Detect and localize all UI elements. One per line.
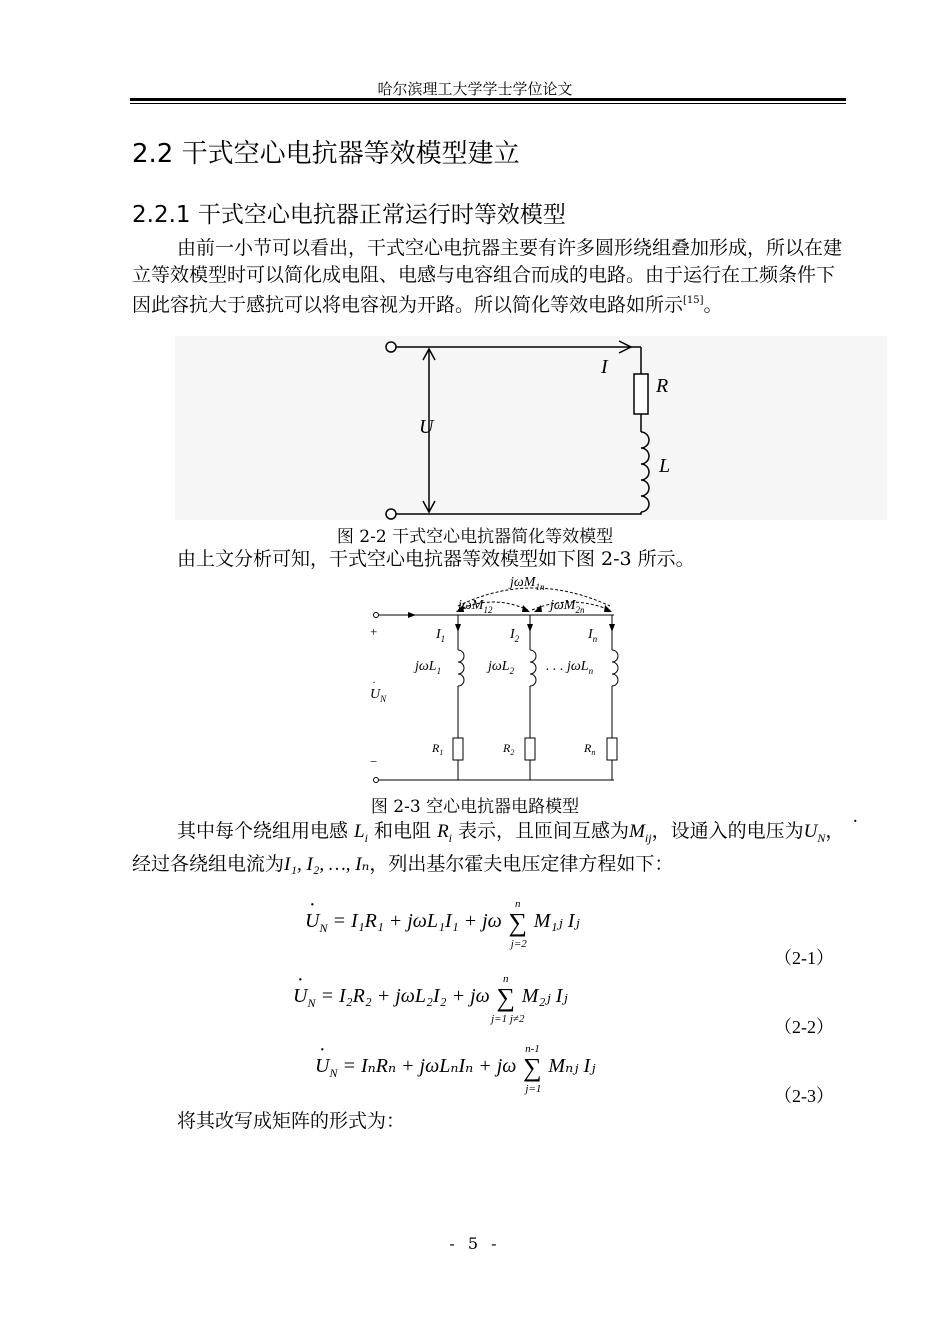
label-rn: $R_n$ [584,741,596,757]
label-current: I [601,356,608,378]
label-plus: + [370,624,378,639]
subsection-title: 2.2.1 干式空心电抗器正常运行时等效模型 [132,202,566,228]
label-m1n: jωM$_{1n}$ [510,575,545,592]
figure-background [175,336,887,520]
paragraph-kvl: 其中每个绕组用电感 $L_i$ 和电阻 $R_i$ 表示，且匝间互感为$M_{ij}$，设通入的电压为 · $U_N$，经过各绕组电流为I₁, I₂, …, Iₙ，列出基尔霍夫电压定律方程如下： [132,811,858,876]
label-minus: − [370,754,378,769]
label-r2: $R_2$ [503,741,515,757]
branch1-inductor [458,650,464,686]
equation-2-2: · $U_N = I_2R_2 + j\omega L_2I_2 + j\omega$ ∑ n j=1 j≠2 M₂ⱼ Iⱼ [293,969,568,1025]
label-voltage: U [419,416,434,438]
arc-arrow-3 [534,605,542,612]
terminal-plus [374,613,379,618]
equation-2-3: · $U_N = I_nR_n + j\omega L_nI_n + j\omega$ ∑ n-1 j=1 Mₙⱼ Iⱼ [315,1039,596,1095]
citation-ref: [15] [683,295,704,306]
resistor-symbol [634,374,648,414]
paragraph-figure-ref: 由上文分析可知，干式空心电抗器等效模型如下图 2-3 所示。 [177,548,695,570]
paragraph-matrix: 将其改写成矩阵的形式为： [177,1110,406,1132]
page-number: - 5 - [449,1234,501,1253]
running-header: 哈尔滨理工大学学士学位论文 [377,80,573,98]
label-m2n: jωM$_{2n}$ [550,598,585,615]
terminal-bottom [386,509,396,519]
equation-number-2-2: （2-2） [774,1017,834,1037]
branch1-resistor [453,738,463,760]
branch2-resistor [525,738,535,760]
label-l1: jωL$_1$ [415,659,442,676]
branchn-inductor [612,650,618,686]
figure-multi-winding-circuit [360,572,650,787]
bus-arrow [408,612,416,618]
label-un-dot: · [372,675,376,689]
terminal-minus [374,778,379,783]
header-rule-thin [130,103,846,104]
label-i2: $I_2$ [510,627,520,644]
paragraph-intro-end: 。 [703,294,723,316]
terminal-top [386,342,396,352]
branch1-arrow [455,624,461,632]
header-rule-thick [130,98,846,101]
figure-caption-2-2: 图 2-2 干式空心电抗器简化等效模型 [336,527,614,547]
branch2-arrow [527,624,533,632]
label-ln: . . . jωL$_n$ [546,659,594,676]
figure-simplified-circuit [175,336,887,520]
equation-2-1: · $U_N = I_1R_1 + j\omega L_1I_1 + j\omega$ ∑ n j=2 M₁ⱼ Iⱼ [305,894,580,950]
paragraph-intro-text: 由前一小节可以看出，干式空心电抗器主要有许多圆形绕组叠加形成，所以在建立等效模型时可以简化成电阻、电感与电容组合而成的电路。由于运行在工频条件下因此容抗大于感抗可以将电容视为开路。所以简化等效电路如所示 [132,237,843,316]
branchn-resistor [607,738,617,760]
paragraph-intro [132,235,846,319]
section-title: 2.2 干式空心电抗器等效模型建立 [132,139,520,169]
arc-arrow-2 [522,605,530,612]
label-l2: jωL$_2$ [488,659,515,676]
label-in: $I_n$ [588,627,598,644]
label-un: $U_N$ [370,687,387,704]
arc-arrow-4 [604,605,612,612]
label-m12: jωM$_{12}$ [458,598,493,615]
branch2-inductor [530,650,536,686]
label-inductor: L [659,455,671,477]
equation-number-2-1: （2-1） [774,948,834,968]
label-resistor: R [656,375,669,397]
label-i1: $I_1$ [436,627,446,644]
label-r1: $R_1$ [432,741,444,757]
equation-number-2-3: （2-3） [774,1086,834,1106]
branchn-arrow [609,624,615,632]
figure-caption-2-3: 图 2-3 空心电抗器电路模型 [370,797,580,817]
